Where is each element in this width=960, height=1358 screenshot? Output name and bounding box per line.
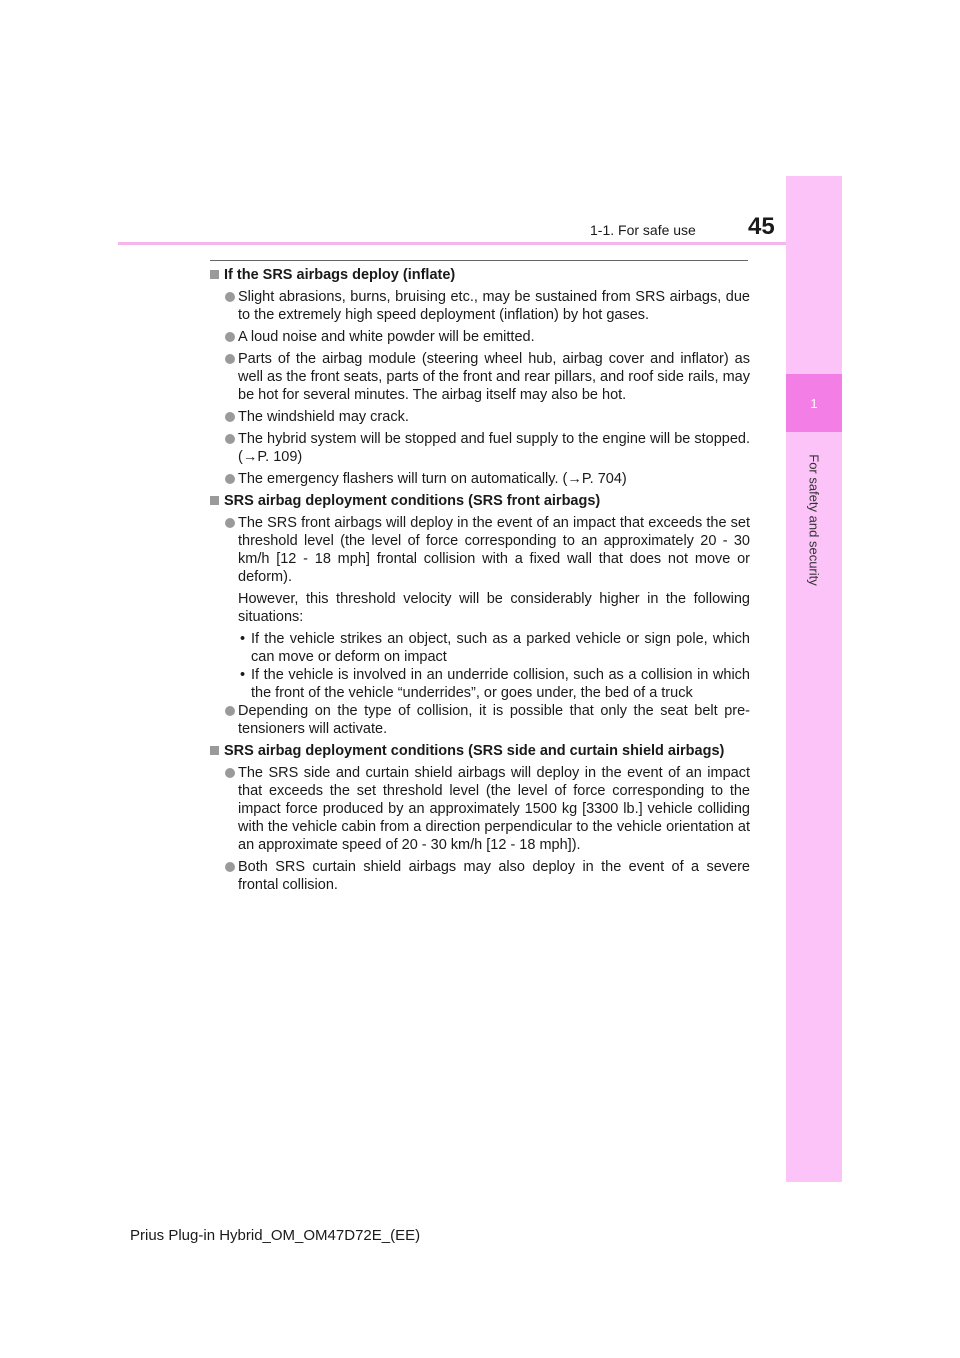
square-bullet-icon [210,270,219,279]
round-bullet-icon [225,354,235,364]
round-bullet-icon [225,518,235,528]
round-bullet-icon [225,332,235,342]
round-bullet-icon [225,768,235,778]
section-heading: If the SRS airbags deploy (inflate) [210,266,750,284]
list-item: The windshield may crack. [210,408,750,426]
section-label: 1-1. For safe use [590,222,696,238]
footer-document-id: Prius Plug-in Hybrid_OM_OM47D72E_(EE) [130,1227,421,1244]
chapter-tab-number[interactable]: 1 [786,374,842,432]
side-tab-strip [786,176,842,1182]
list-item: A loud noise and white powder will be emitted. [210,328,750,346]
paragraph: However, this threshold velocity will be considerably higher in the following situations: [238,591,750,625]
small-bullet-icon: • [240,631,246,647]
section-heading: SRS airbag deployment conditions (SRS side and curtain shield airbags) [210,742,750,760]
list-item: The hybrid system will be stopped and fuel supply to the engine will be stopped. (→P. 109) [210,430,750,466]
round-bullet-icon [225,706,235,716]
square-bullet-icon [210,746,219,755]
chapter-tab-label-box [786,440,842,600]
sub-list-item: • If the vehicle strikes an object, such as a parked vehicle or sign pole, which can move or deform on impact [240,631,750,665]
list-item: Parts of the airbag module (steering wheel hub, airbag cover and inflator) as well as the front seats, parts of the front and rear pillars, and roof side rails, may be hot for several minutes. The airbag itself may also be hot. [210,350,750,404]
round-bullet-icon [225,292,235,302]
chapter-tab-label: For safety and security [806,454,822,586]
page-content [210,266,750,898]
square-bullet-icon [210,496,219,505]
round-bullet-icon [225,434,235,444]
round-bullet-icon [225,474,235,484]
list-item: Both SRS curtain shield airbags may also deploy in the event of a severe frontal collision. [210,858,750,894]
list-item: The emergency flashers will turn on automatically. (→P. 704) [210,470,750,488]
page-number: 45 [748,213,775,240]
round-bullet-icon [225,862,235,872]
small-bullet-icon: • [240,667,246,683]
list-item: The SRS side and curtain shield airbags will deploy in the event of an impact that exceeds the set threshold level (the level of force corresponding to the impact force produced by an approximately 1500 kg [3300 lb.] vehicle colliding with the vehicle cabin from a direction perpendicular to the vehicle orientation at an approximate speed of 20 - 30 km/h [12 - 18 mph]). [210,764,750,854]
content-top-rule [210,260,748,261]
header-rule [118,242,842,245]
section-heading: SRS airbag deployment conditions (SRS front airbags) [210,492,750,510]
list-item: The SRS front airbags will deploy in the event of an impact that exceeds the set threshold level (the level of force corresponding to an approximately 20 - 30 km/h [12 - 18 mph] frontal collision with a fixed wall that does not move or deform). [210,514,750,586]
sub-list-item: • If the vehicle is involved in an underride collision, such as a collision in which the front of the vehicle “underrides”, or goes under, the bed of a truck [240,667,750,701]
list-item: Slight abrasions, burns, bruising etc., may be sustained from SRS airbags, due to the extremely high speed deployment (inflation) by hot gases. [210,288,750,324]
list-item: Depending on the type of collision, it is possible that only the seat belt pre-tensioners will activate. [210,702,750,738]
round-bullet-icon [225,412,235,422]
